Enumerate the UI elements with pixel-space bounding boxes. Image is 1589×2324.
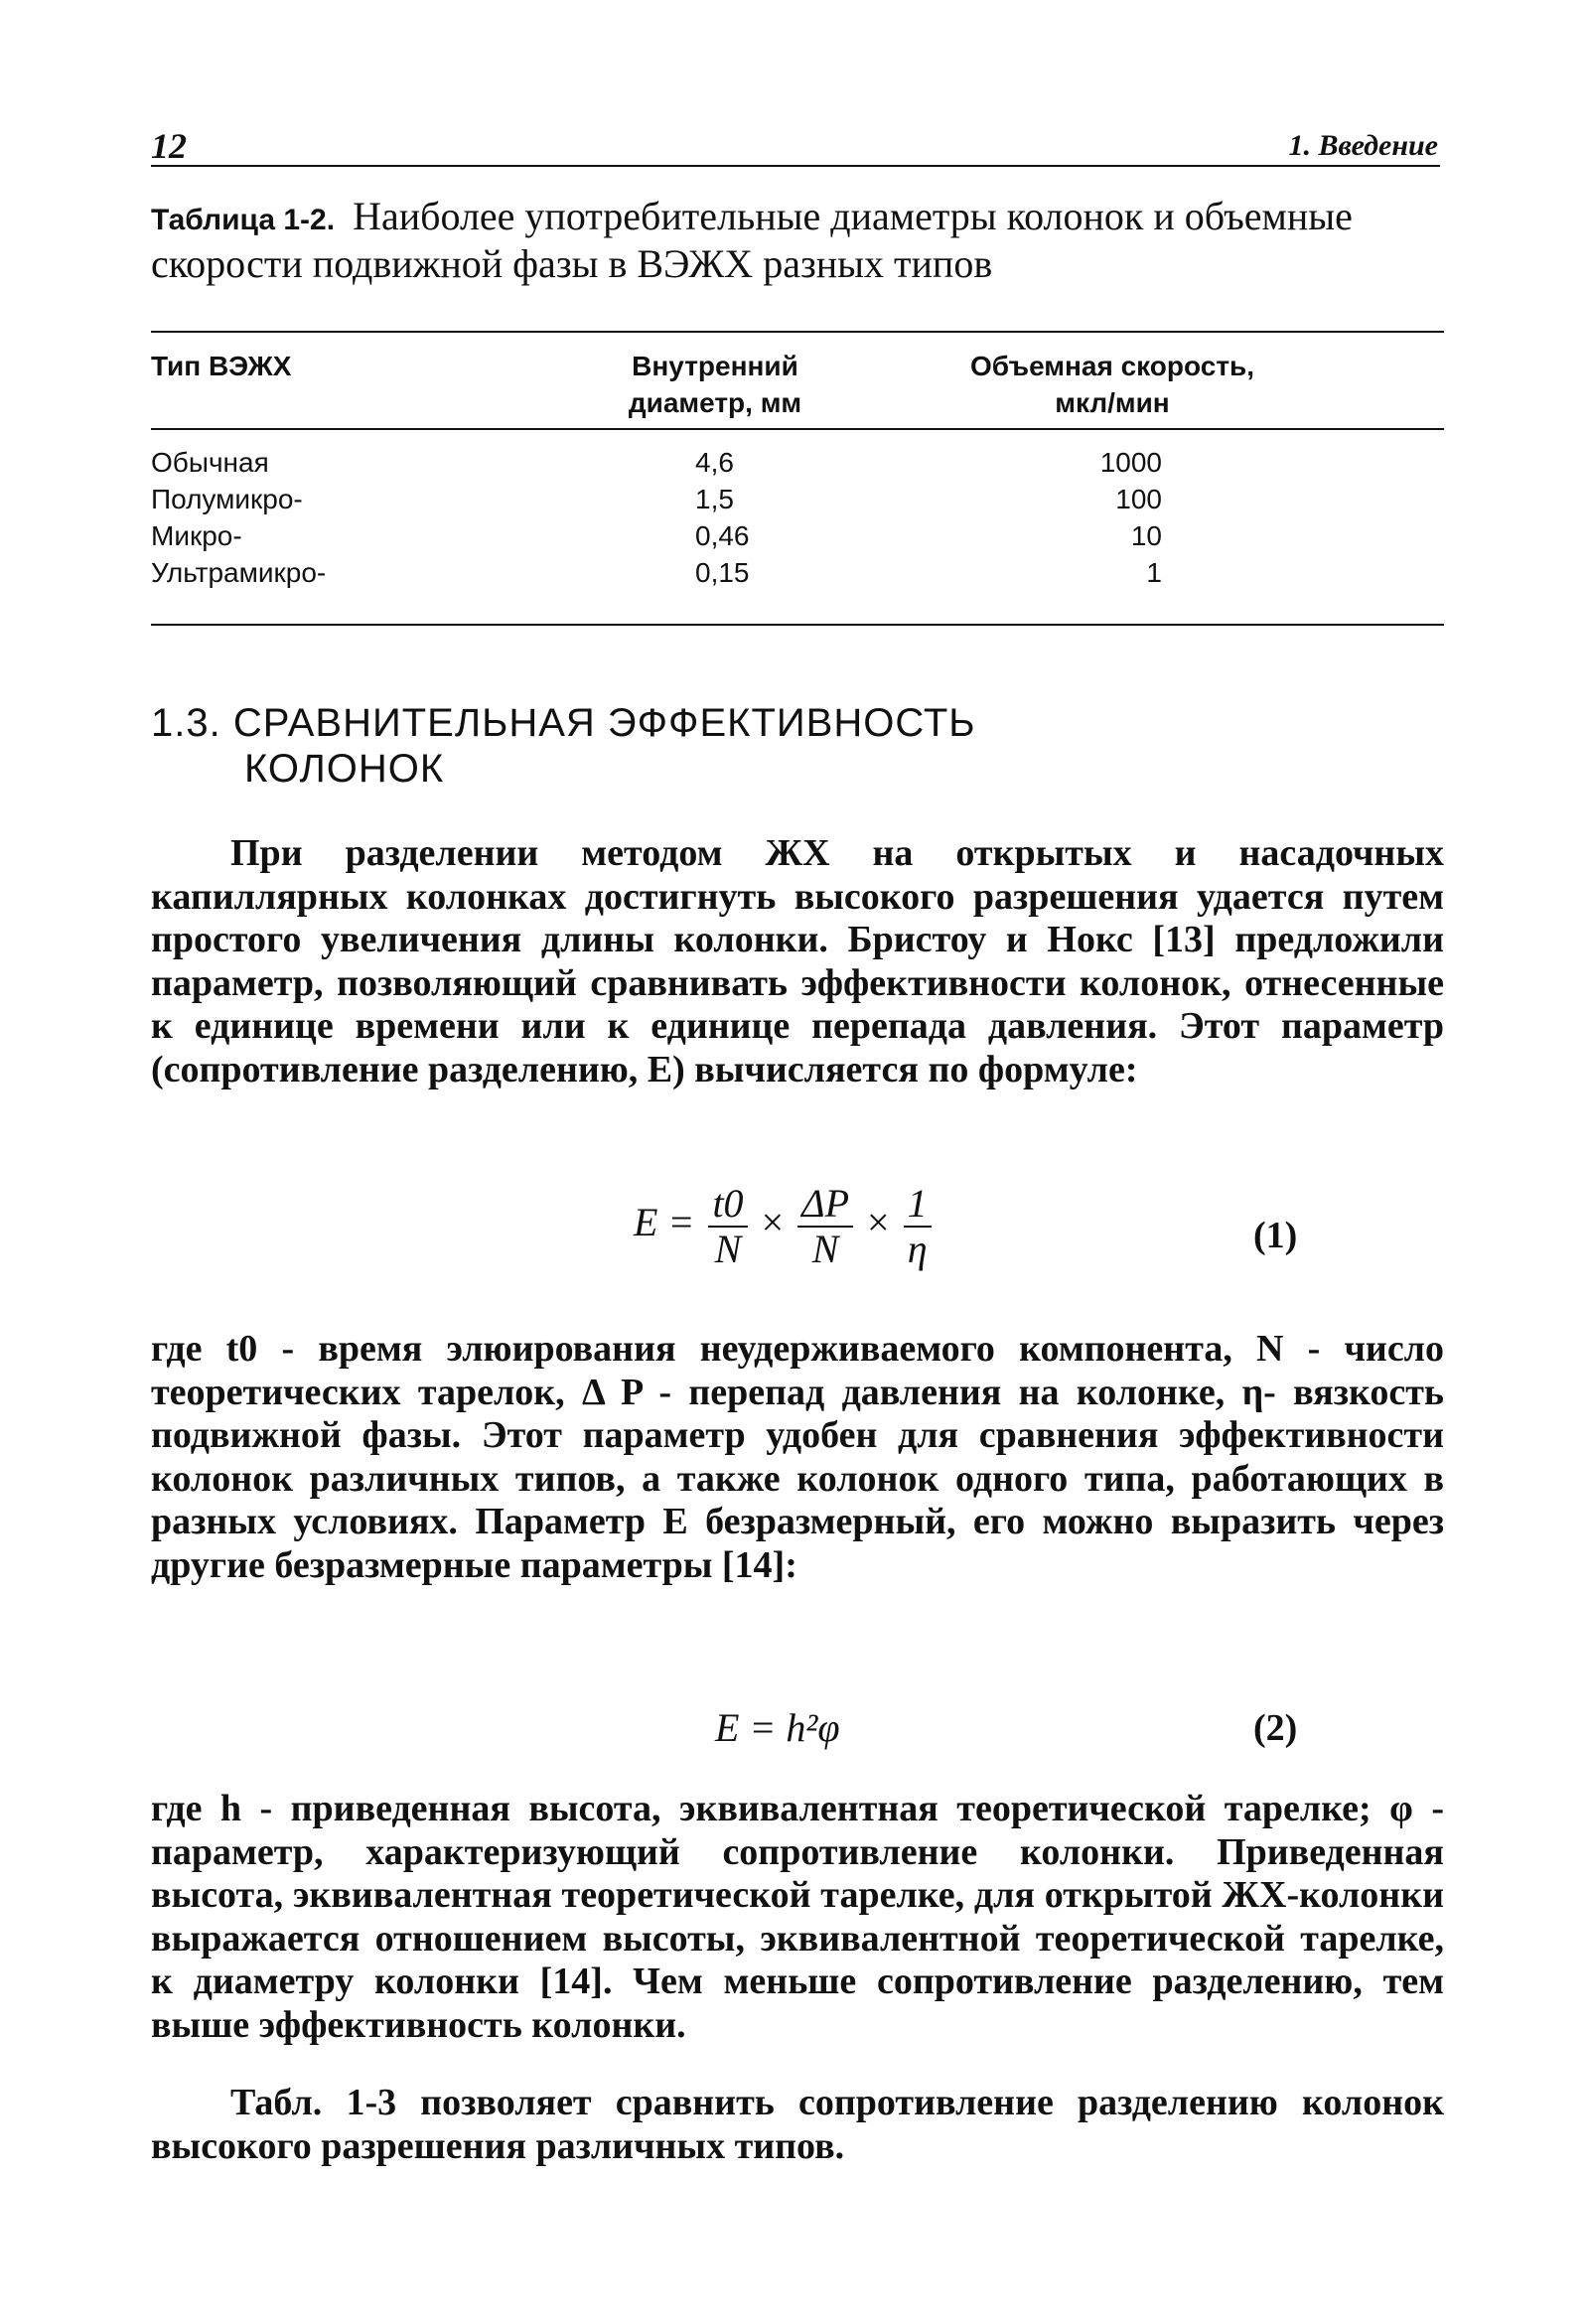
table-row-type: Микро- [151,520,242,551]
table-header-flow-line1: Объемная скорость, [969,351,1255,381]
table-row-diameter: 1,5 [695,484,734,514]
table-row-flow: 1 [1146,557,1162,588]
paragraph-definitions: где t0 - время элюирования неудерживаемого компонента, N - число теоретических тарелок, Δ P - перепад давления на колонке, η- вязкость подвижной фазы. Этот параметр удобен для сравнения эффективности колонок различных типов, а также колонок одного типа, работающих в разных условиях. Параметр E безразмерный, его можно выразить через другие безразмерные параметры [14]: [151,1328,1444,1586]
table-row-type: Полумикро- [151,484,303,514]
fraction-numerator: 1 [904,1182,932,1228]
table-header-rule [151,428,1444,430]
table-header-diameter-line1: Внутренний [632,351,798,381]
table-top-rule [151,331,1444,333]
table-caption-text: Наиболее употребительные диаметры колонок и объемные скорости подвижной фазы в ВЭЖХ разных типов [151,194,1353,286]
table-header-flow-line2: мкл/мин [1055,387,1170,418]
table-row-diameter: 4,6 [695,447,734,478]
table-row-type: Ультрамикро- [151,557,327,588]
paragraph-intro: При разделении методом ЖХ на открытых и насадочных капиллярных колонках достигнуть высокого разрешения удается путем простого увеличения длины колонки. Бристоу и Нокс [13] предложили параметр, позволяющий сравнивать эффективности колонок, отнесенные к единице времени или к единице перепада давления. Этот параметр (сопротивление разделению, E) вычисляется по формуле: [151,832,1444,1090]
page-number: 12 [151,126,187,166]
section-heading-line1: 1.3. СРАВНИТЕЛЬНАЯ ЭФФЕКТИВНОСТЬ [151,701,976,745]
fraction-t0-over-n [708,1182,747,1271]
fraction-denominator: N [714,1227,742,1271]
table-header-diameter [606,348,824,421]
fraction-numerator: ΔP [797,1182,853,1228]
table-bottom-rule [151,624,1444,626]
table-row-type: Обычная [151,447,269,478]
chapter-title: 1. Введение [1288,129,1438,162]
section-heading-line2: КОЛОНОК [244,747,445,791]
paragraph-reduced-height: где h - приведенная высота, эквивалентная теоретической тарелке; φ - параметр, характеризующий сопротивление колонки. Приведенная высота, эквивалентная теоретической тарелке, для открытой ЖХ-колонки выражается отношением высоты, эквивалентной теоретической тарелке, к диаметру колонки [14]. Чем меньше сопротивление разделению, тем выше эффективность колонки. [151,1788,1444,2046]
times-sign: × [867,1200,890,1245]
table-header-diameter-line2: диаметр, мм [628,387,802,418]
running-header [151,117,1440,167]
table-row-flow: 10 [1130,520,1162,551]
formula-1 [634,1182,936,1271]
table-header-flow [953,348,1271,421]
table-label: Таблица 1-2. [151,204,336,236]
equation-number-1: (1) [1253,1215,1298,1256]
table-row-flow: 100 [1115,484,1162,514]
section-heading [151,700,976,792]
table-row-diameter: 0,46 [695,520,750,551]
fraction-dp-over-n [797,1182,853,1271]
table-header-type: Тип ВЭЖХ [151,351,292,381]
fraction-denominator: N [811,1227,839,1271]
formula-2: E = h²φ [715,1705,840,1750]
paragraph-table-ref: Табл. 1-3 позволяет сравнить сопротивление разделению колонок высокого разрешения различных типов. [151,2082,1444,2167]
table-row-flow: 1000 [1099,447,1162,478]
formula-1-lhs: E = [634,1200,695,1245]
fraction-numerator: t0 [708,1182,747,1228]
equation-number-2: (2) [1253,1707,1298,1749]
times-sign: × [761,1200,785,1245]
fraction-denominator: η [907,1227,928,1271]
table-caption [151,195,1442,286]
fraction-one-over-eta [904,1182,932,1271]
table-row-diameter: 0,15 [695,557,750,588]
